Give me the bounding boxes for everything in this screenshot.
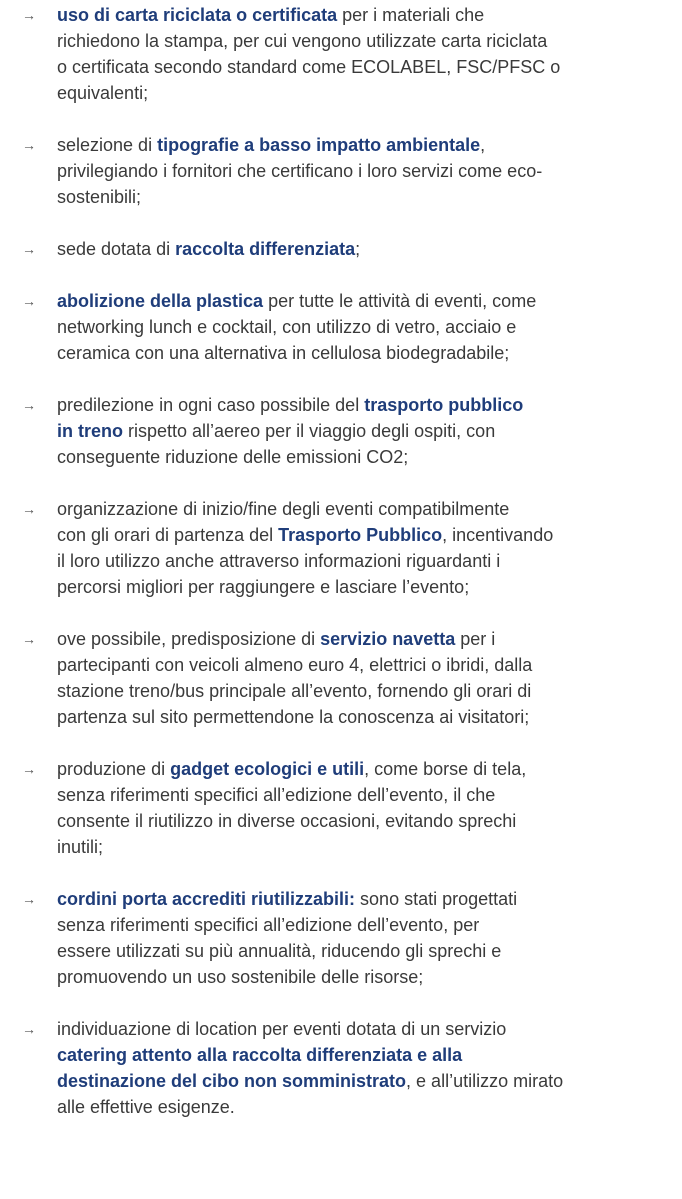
list-item: [0, 2, 682, 106]
body-text: selezione di: [57, 135, 158, 155]
highlighted-text: cordini porta accrediti riutilizzabili:: [57, 889, 356, 909]
body-text: rispetto all’aereo per il viaggio degli ospiti, con conseguente riduzione delle emissioni CO2;: [57, 421, 496, 467]
body-text: individuazione di location per eventi dotata di un servizio: [57, 1019, 507, 1039]
arrow-right-icon: →: [22, 891, 36, 907]
list-item: [0, 1016, 682, 1120]
highlighted-text: gadget ecologici e utili: [170, 759, 365, 779]
list-item: [0, 236, 682, 262]
highlighted-text: trasporto pubblico in treno: [57, 395, 524, 441]
list-item: [0, 756, 682, 860]
body-text: , privilegiando i fornitori che certificano i loro servizi come eco- sostenibili;: [57, 135, 543, 207]
body-text: produzione di: [57, 759, 171, 779]
highlighted-text: servizio navetta: [320, 629, 456, 649]
arrow-right-icon: →: [22, 631, 36, 647]
list-item: [0, 288, 682, 366]
body-text: , come borse di tela, senza riferimenti specifici all’edizione dell’evento, il che consente il riutilizzo in diverse occasioni, evitando sprechi inutili;: [57, 759, 527, 857]
list-item: [0, 626, 682, 730]
body-text: ove possibile, predisposizione di: [57, 629, 321, 649]
list-item: [0, 392, 682, 470]
highlighted-text: catering attento alla raccolta differenziata e alla destinazione del cibo non somministrato: [57, 1045, 463, 1091]
highlighted-text: Trasporto Pubblico: [278, 525, 443, 545]
body-text: sono stati progettati senza riferimenti specifici all’edizione dell’evento, per essere utilizzati su più annualità, riducendo gli sprechi e promuovendo un uso sostenibile delle risorse;: [57, 889, 518, 987]
list-item: [0, 886, 682, 990]
body-text: predilezione in ogni caso possibile del: [57, 395, 365, 415]
arrow-right-icon: →: [22, 1021, 36, 1037]
arrow-right-icon: →: [22, 501, 36, 517]
arrow-right-icon: →: [22, 293, 36, 309]
body-text: per tutte le attività di eventi, come networking lunch e cocktail, con utilizzo di vetro, acciaio e ceramica con una alternativa in cellulosa biodegradabile;: [57, 291, 537, 363]
body-text: , incentivando il loro utilizzo anche attraverso informazioni riguardanti i percorsi migliori per raggiungere e lasciare l’evento;: [57, 525, 554, 597]
highlighted-text: raccolta differenziata: [175, 239, 356, 259]
body-text: , e all’utilizzo mirato alle effettive esigenze.: [57, 1071, 564, 1117]
body-text: per i materiali che richiedono la stampa, per cui vengono utilizzate carta riciclata o certificata secondo standard come ECOLABEL, FSC/PFSC o equivalenti;: [57, 5, 561, 103]
list-item: [0, 132, 682, 210]
list-item: [0, 496, 682, 600]
body-text: per i partecipanti con veicoli almeno euro 4, elettrici o ibridi, dalla stazione treno/bus principale all’evento, fornendo gli orari di partenza sul sito permettendone la conoscenza ai visitatori;: [57, 629, 533, 727]
body-text: organizzazione di inizio/fine degli eventi compatibilmente con gli orari di partenza del: [57, 499, 510, 545]
arrow-right-icon: →: [22, 241, 36, 257]
arrow-right-icon: →: [22, 397, 36, 413]
highlighted-text: tipografie a basso impatto ambientale: [157, 135, 481, 155]
arrow-right-icon: →: [22, 137, 36, 153]
arrow-right-icon: →: [22, 761, 36, 777]
arrow-right-icon: →: [22, 7, 36, 23]
body-text: sede dotata di: [57, 239, 176, 259]
highlighted-text: uso di carta riciclata o certificata: [57, 5, 338, 25]
highlighted-text: abolizione della plastica: [57, 291, 264, 311]
body-text: ;: [355, 239, 361, 259]
